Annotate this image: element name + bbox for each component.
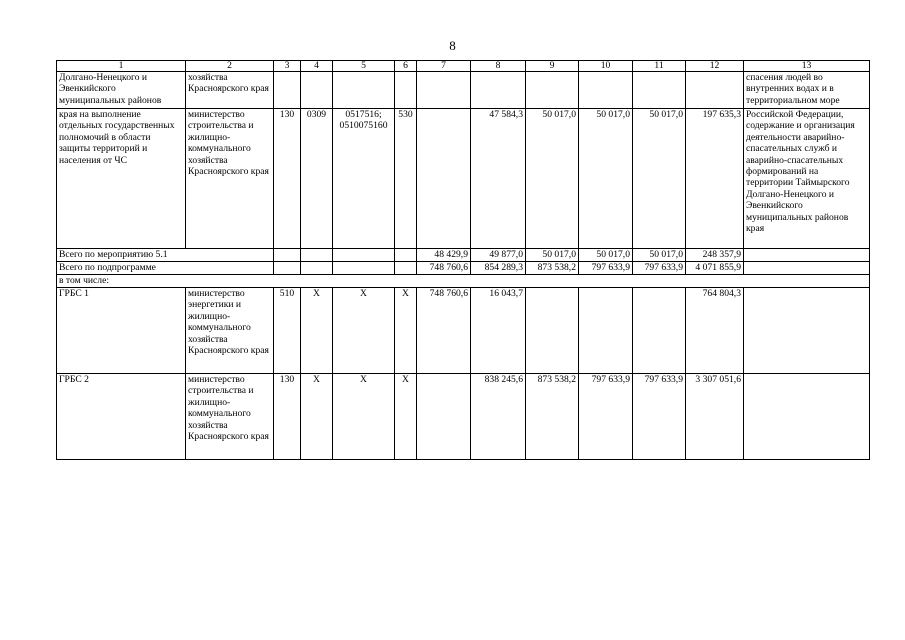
cell: 764 804,3	[686, 288, 744, 374]
cell: 197 635,3	[686, 109, 744, 249]
cell: 248 357,9	[686, 249, 744, 262]
cell: министерство строительства и жилищно-коммунального хозяйства Красноярского края	[186, 109, 274, 249]
cell: 797 633,9	[579, 374, 633, 460]
cell: Х	[395, 374, 417, 460]
cell: 510	[274, 288, 301, 374]
cell: 50 017,0	[633, 109, 686, 249]
cell: ГРБС 1	[57, 288, 186, 374]
cell: 854 289,3	[471, 262, 526, 275]
cell: 50 017,0	[633, 249, 686, 262]
cell: 873 538,2	[526, 374, 579, 460]
cell: министерство строительства и жилищно-коммунального хозяйства Красноярского края	[186, 374, 274, 460]
header-cell: 12	[686, 61, 744, 72]
cell: 797 633,9	[579, 262, 633, 275]
header-cell: 3	[274, 61, 301, 72]
cell: 797 633,9	[633, 262, 686, 275]
cell: 797 633,9	[633, 374, 686, 460]
header-cell: 13	[744, 61, 870, 72]
header-cell: 9	[526, 61, 579, 72]
header-cell: 8	[471, 61, 526, 72]
table-row	[57, 374, 870, 460]
table-row	[57, 249, 870, 262]
cell: 47 584,3	[471, 109, 526, 249]
cell: спасения людей во внутренних водах и в территориальном море	[744, 72, 870, 109]
including-label: в том числе:	[57, 275, 870, 288]
header-row	[57, 61, 870, 72]
cell: 0309	[301, 109, 333, 249]
total-measure-label: Всего по мероприятию 5.1	[57, 249, 274, 262]
table-row	[57, 288, 870, 374]
table-row	[57, 72, 870, 109]
cell: министерство энергетики и жилищно-коммунального хозяйства Красноярского края	[186, 288, 274, 374]
table-row	[57, 262, 870, 275]
header-cell: 1	[57, 61, 186, 72]
cell: 4 071 855,9	[686, 262, 744, 275]
cell: 748 760,6	[417, 288, 471, 374]
header-cell: 7	[417, 61, 471, 72]
cell	[417, 109, 471, 249]
cell: 130	[274, 109, 301, 249]
cell: края на выполнение отдельных государственных полномочий в области защиты территорий и населения от ЧС	[57, 109, 186, 249]
cell: 530	[395, 109, 417, 249]
cell: 50 017,0	[526, 249, 579, 262]
cell: Х	[333, 288, 395, 374]
cell: 50 017,0	[579, 109, 633, 249]
cell: хозяйства Красноярского края	[186, 72, 274, 109]
cell: Х	[333, 374, 395, 460]
cell: 50 017,0	[579, 249, 633, 262]
cell: 873 538,2	[526, 262, 579, 275]
header-cell: 5	[333, 61, 395, 72]
cell: 748 760,6	[417, 262, 471, 275]
cell: Российской Федерации, содержание и организация деятельности аварийно-спасательных служб и аварийно-спасательных формирований на территории Таймырского Долгано-Ненецкого и Эвенкийского муниципальных районов края	[744, 109, 870, 249]
cell: 130	[274, 374, 301, 460]
page-number: 8	[449, 38, 456, 53]
header-cell: 2	[186, 61, 274, 72]
cell: Х	[301, 374, 333, 460]
table-row	[57, 109, 870, 249]
cell: 0517516; 0510075160	[333, 109, 395, 249]
table-row	[57, 275, 870, 288]
cell: Х	[395, 288, 417, 374]
cell: ГРБС 2	[57, 374, 186, 460]
header-cell: 10	[579, 61, 633, 72]
budget-table	[56, 60, 870, 460]
cell: 16 043,7	[471, 288, 526, 374]
cell: Х	[301, 288, 333, 374]
header-cell: 4	[301, 61, 333, 72]
cell: 838 245,6	[471, 374, 526, 460]
cell: 49 877,0	[471, 249, 526, 262]
cell: 48 429,9	[417, 249, 471, 262]
cell: Долгано-Ненецкого и Эвенкийского муниципальных районов	[57, 72, 186, 109]
header-cell: 6	[395, 61, 417, 72]
total-program-label: Всего по подпрограмме	[57, 262, 274, 275]
cell: 3 307 051,6	[686, 374, 744, 460]
cell: 50 017,0	[526, 109, 579, 249]
header-cell: 11	[633, 61, 686, 72]
